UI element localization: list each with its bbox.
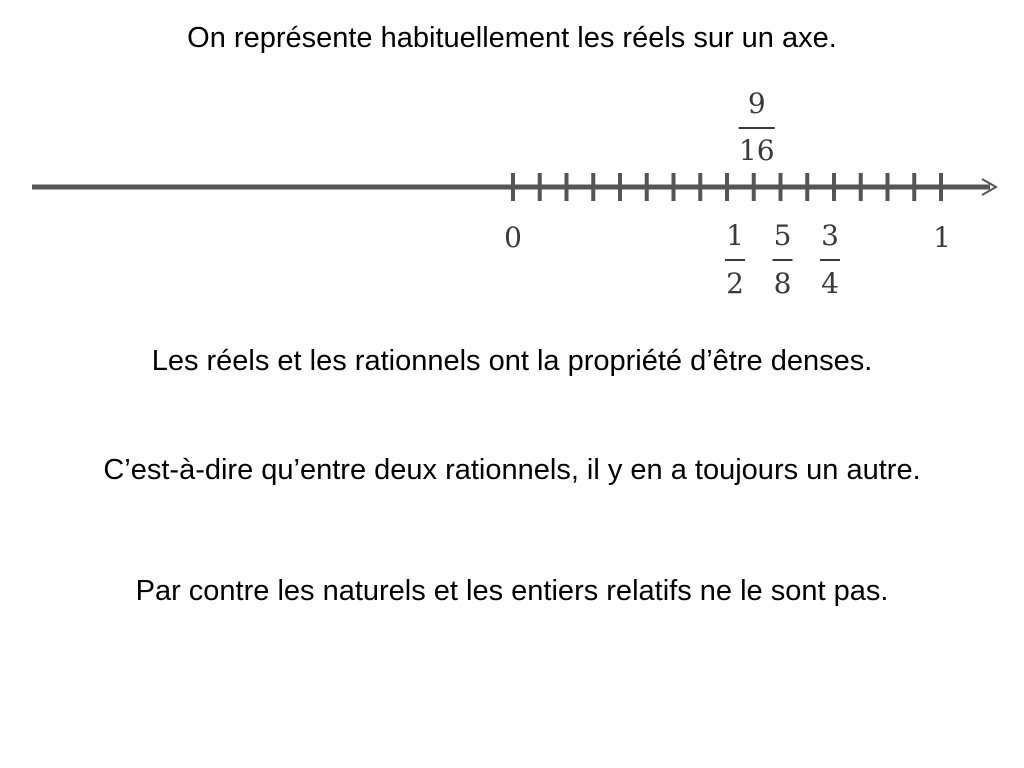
explanation-text: C’est-à-dire qu’entre deux rationnels, il y en a toujours un autre. [103,454,921,486]
fraction-denominator: 16 [738,134,775,167]
fraction-denominator: 2 [726,267,744,300]
above-label-0-fraction [739,87,775,167]
fraction-numerator: 5 [773,219,792,252]
fraction-numerator: 1 [726,219,744,252]
density-text: Les réels et les rationnels ont la propriété d’être denses. [151,345,873,377]
below-label-0: 0 [504,221,522,254]
below-label-3-fraction [820,219,840,300]
counter-text: Par contre les naturels et les entiers relatifs ne le sont pas. [135,575,889,607]
fraction-numerator: 9 [747,87,766,120]
fraction-numerator: 3 [821,219,839,252]
fraction-denominator: 4 [821,267,839,300]
number-line [0,0,1024,320]
fraction-denominator: 8 [773,267,792,300]
below-label-2-fraction [773,219,793,300]
below-label-1-fraction [725,219,745,300]
intro-text: On représente habituellement les réels sur un axe. [187,22,837,54]
below-label-4: 1 [933,221,951,254]
